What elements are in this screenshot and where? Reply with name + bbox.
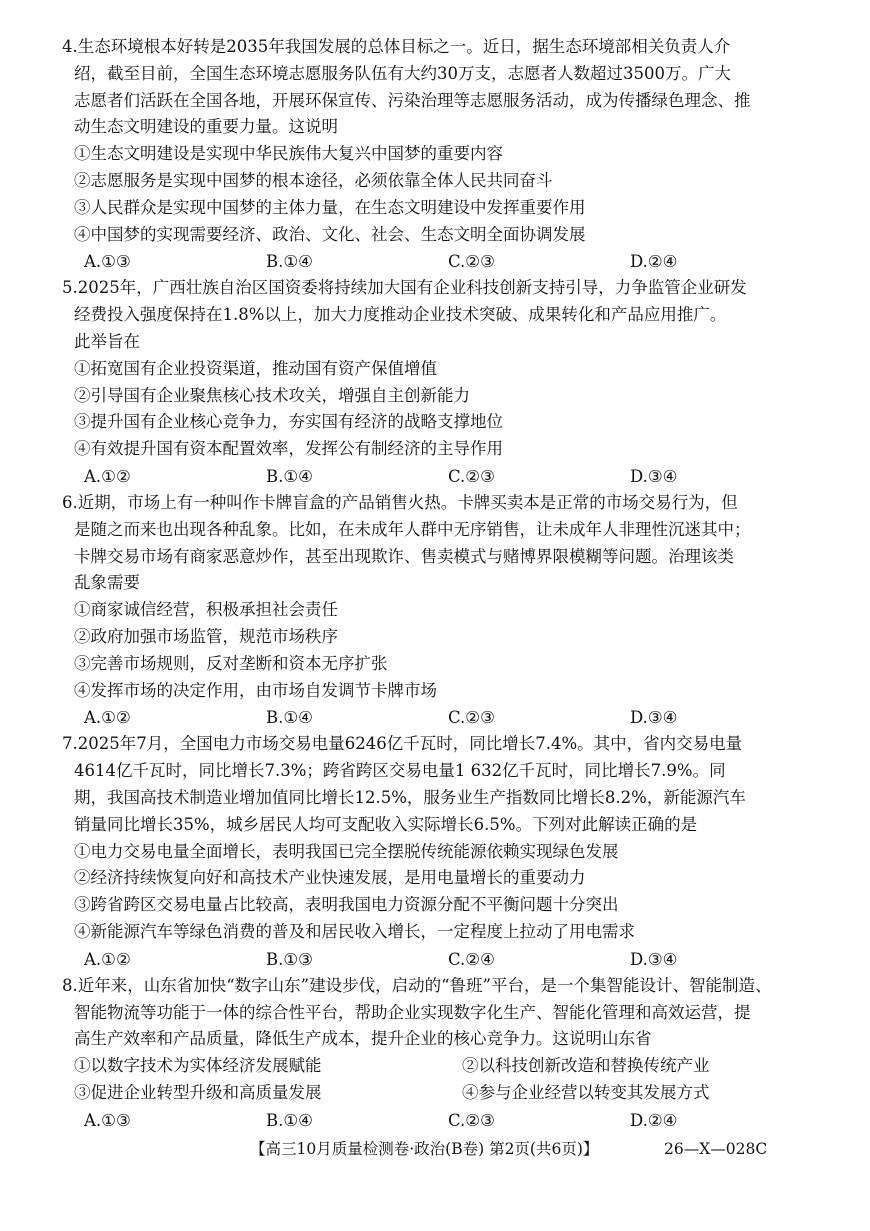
choice-d: D.②④ <box>630 1110 678 1130</box>
stem-line: 5.2025年，广西壮族自治区国资委将持续加大国有企业科技创新支持引导，力争监管企业研发 <box>62 278 747 298</box>
choice-b: B.①④ <box>266 466 313 486</box>
stem-line: 乱象需要 <box>74 573 140 593</box>
question-stem <box>62 731 858 838</box>
choice-a: A.①② <box>84 949 131 969</box>
statement-option: ②以科技创新改造和替换传统产业 <box>462 1056 710 1076</box>
choice-c: C.②④ <box>448 949 495 969</box>
stem-line: 7.2025年7月，全国电力市场交易电量6246亿千瓦时，同比增长7.4%。其中，省内交易电量 <box>62 734 743 754</box>
stem-line: 绍，截至目前，全国生态环境志愿服务队伍有大约30万支，志愿者人数超过3500万。广大 <box>74 63 731 83</box>
question-stem <box>62 275 858 355</box>
statement-option: ③完善市场规则，反对垄断和资本无序扩张 <box>74 653 388 673</box>
choice-c: C.②③ <box>448 708 495 728</box>
question-list <box>62 34 858 1134</box>
question-stem <box>62 490 858 597</box>
statement-option: ④有效提升国有资本配置效率，发挥公有制经济的主导作用 <box>74 439 503 459</box>
choice-c: C.②③ <box>448 252 495 272</box>
statement-option: ④中国梦的实现需要经济、政治、文化、社会、生态文明全面协调发展 <box>74 224 586 244</box>
statement-option: ①拓宽国有企业投资渠道，推动国有资产保值增值 <box>74 358 437 378</box>
statement-option: ③人民群众是实现中国梦的主体力量，在生态文明建设中发挥重要作用 <box>74 197 586 217</box>
answer-choices <box>62 1107 858 1134</box>
statement-option: ②政府加强市场监管，规范市场秩序 <box>74 626 338 646</box>
question-4 <box>62 34 858 275</box>
statement-option: ④发挥市场的决定作用，由市场自发调节卡牌市场 <box>74 680 437 700</box>
statement-option: ①电力交易电量全面增长，表明我国已完全摆脱传统能源依赖实现绿色发展 <box>74 841 619 861</box>
stem-line: 动生态文明建设的重要力量。这说明 <box>74 117 338 137</box>
stem-line: 志愿者们活跃在全国各地，开展环保宣传、污染治理等志愿服务活动，成为传播绿色理念、推 <box>74 90 751 110</box>
statement-option: ②引导国有企业聚焦核心技术攻关，增强自主创新能力 <box>74 385 470 405</box>
choice-d: D.③④ <box>630 949 678 969</box>
choice-a: A.①③ <box>84 252 131 272</box>
choice-c: C.②③ <box>448 466 495 486</box>
statement-option: ①商家诚信经营，积极承担社会责任 <box>74 600 338 620</box>
stem-line: 是随之而来也出现各种乱象。比如，在未成年人群中无序销售，让未成年人非理性沉迷其中； <box>74 519 751 539</box>
stem-line: 智能物流等功能于一体的综合性平台，帮助企业实现数字化生产、智能化管理和高效运营，提 <box>74 1002 751 1022</box>
answer-choices <box>62 704 858 731</box>
question-6 <box>62 490 858 731</box>
choice-d: D.③④ <box>630 466 678 486</box>
question-7 <box>62 731 858 972</box>
choice-a: A.①② <box>84 466 131 486</box>
choice-b: B.①④ <box>266 708 313 728</box>
stem-line: 4614亿千瓦时，同比增长7.3%；跨省跨区交易电量1 632亿千瓦时，同比增长7.9%。同 <box>74 761 726 781</box>
exam-code: 26—X—028C <box>664 1140 768 1158</box>
statement-option: ②经济持续恢复向好和高技术产业快速发展，是用电量增长的重要动力 <box>74 868 586 888</box>
exam-title-footer: 【高三10月质量检测卷·政治(B卷) 第2页(共6页)】 <box>250 1140 599 1158</box>
stem-line: 期，我国高技术制造业增加值同比增长12.5%，服务业生产指数同比增长8.2%，新能源汽车 <box>74 787 746 807</box>
choice-d: D.③④ <box>630 708 678 728</box>
question-stem <box>62 34 858 141</box>
statement-option: ③跨省跨区交易电量占比较高，表明我国电力资源分配不平衡问题十分突出 <box>74 895 619 915</box>
stem-line: 4.生态环境根本好转是2035年我国发展的总体目标之一。近日，据生态环境部相关负责人介 <box>62 37 731 56</box>
choice-b: B.①④ <box>266 1110 313 1130</box>
question-5 <box>62 275 858 490</box>
statement-option: ④参与企业经营以转变其发展方式 <box>462 1082 710 1102</box>
choice-d: D.②④ <box>630 252 678 272</box>
choice-b: B.①④ <box>266 252 313 272</box>
choice-c: C.②③ <box>448 1110 495 1130</box>
choice-a: A.①② <box>84 708 131 728</box>
answer-choices <box>62 463 858 490</box>
statement-option-row <box>62 1080 858 1107</box>
question-stem <box>62 973 858 1053</box>
choice-b: B.①③ <box>266 949 313 969</box>
choice-a: A.①③ <box>84 1110 131 1130</box>
stem-line: 此举旨在 <box>74 331 140 351</box>
stem-line: 卡牌交易市场有商家恶意炒作，甚至出现欺诈、售卖模式与赌博界限模糊等问题。治理该类 <box>74 546 734 566</box>
statement-option: ④新能源汽车等绿色消费的普及和居民收入增长，一定程度上拉动了用电需求 <box>74 921 635 941</box>
statement-option: ③促进企业转型升级和高质量发展 <box>74 1082 322 1102</box>
stem-line: 销量同比增长35%，城乡居民人均可支配收入实际增长6.5%。下列对此解读正确的是 <box>74 814 698 834</box>
answer-choices <box>62 248 858 275</box>
question-8 <box>62 973 858 1134</box>
statement-option-row <box>62 1053 858 1080</box>
statement-option: ②志愿服务是实现中国梦的根本途径，必须依靠全体人民共同奋斗 <box>74 170 553 190</box>
stem-line: 6.近期，市场上有一种叫作卡牌盲盒的产品销售火热。卡牌买卖本是正常的市场交易行为，但 <box>62 492 738 512</box>
statement-option: ③提升国有企业核心竞争力，夯实国有经济的战略支撑地位 <box>74 412 503 432</box>
answer-choices <box>62 946 858 973</box>
stem-line: 经费投入强度保持在1.8%以上，加大力度推动企业技术突破、成果转化和产品应用推广。 <box>74 305 727 325</box>
stem-line: 高生产效率和产品质量，降低生产成本，提升企业的核心竞争力。这说明山东省 <box>74 1029 652 1049</box>
statement-option: ①以数字技术为实体经济发展赋能 <box>74 1056 322 1076</box>
statement-option: ①生态文明建设是实现中华民族伟大复兴中国梦的重要内容 <box>74 144 503 164</box>
stem-line: 8.近年来，山东省加快“数字山东”建设步伐，启动的“鲁班”平台，是一个集智能设计、智能制造、 <box>62 975 772 995</box>
